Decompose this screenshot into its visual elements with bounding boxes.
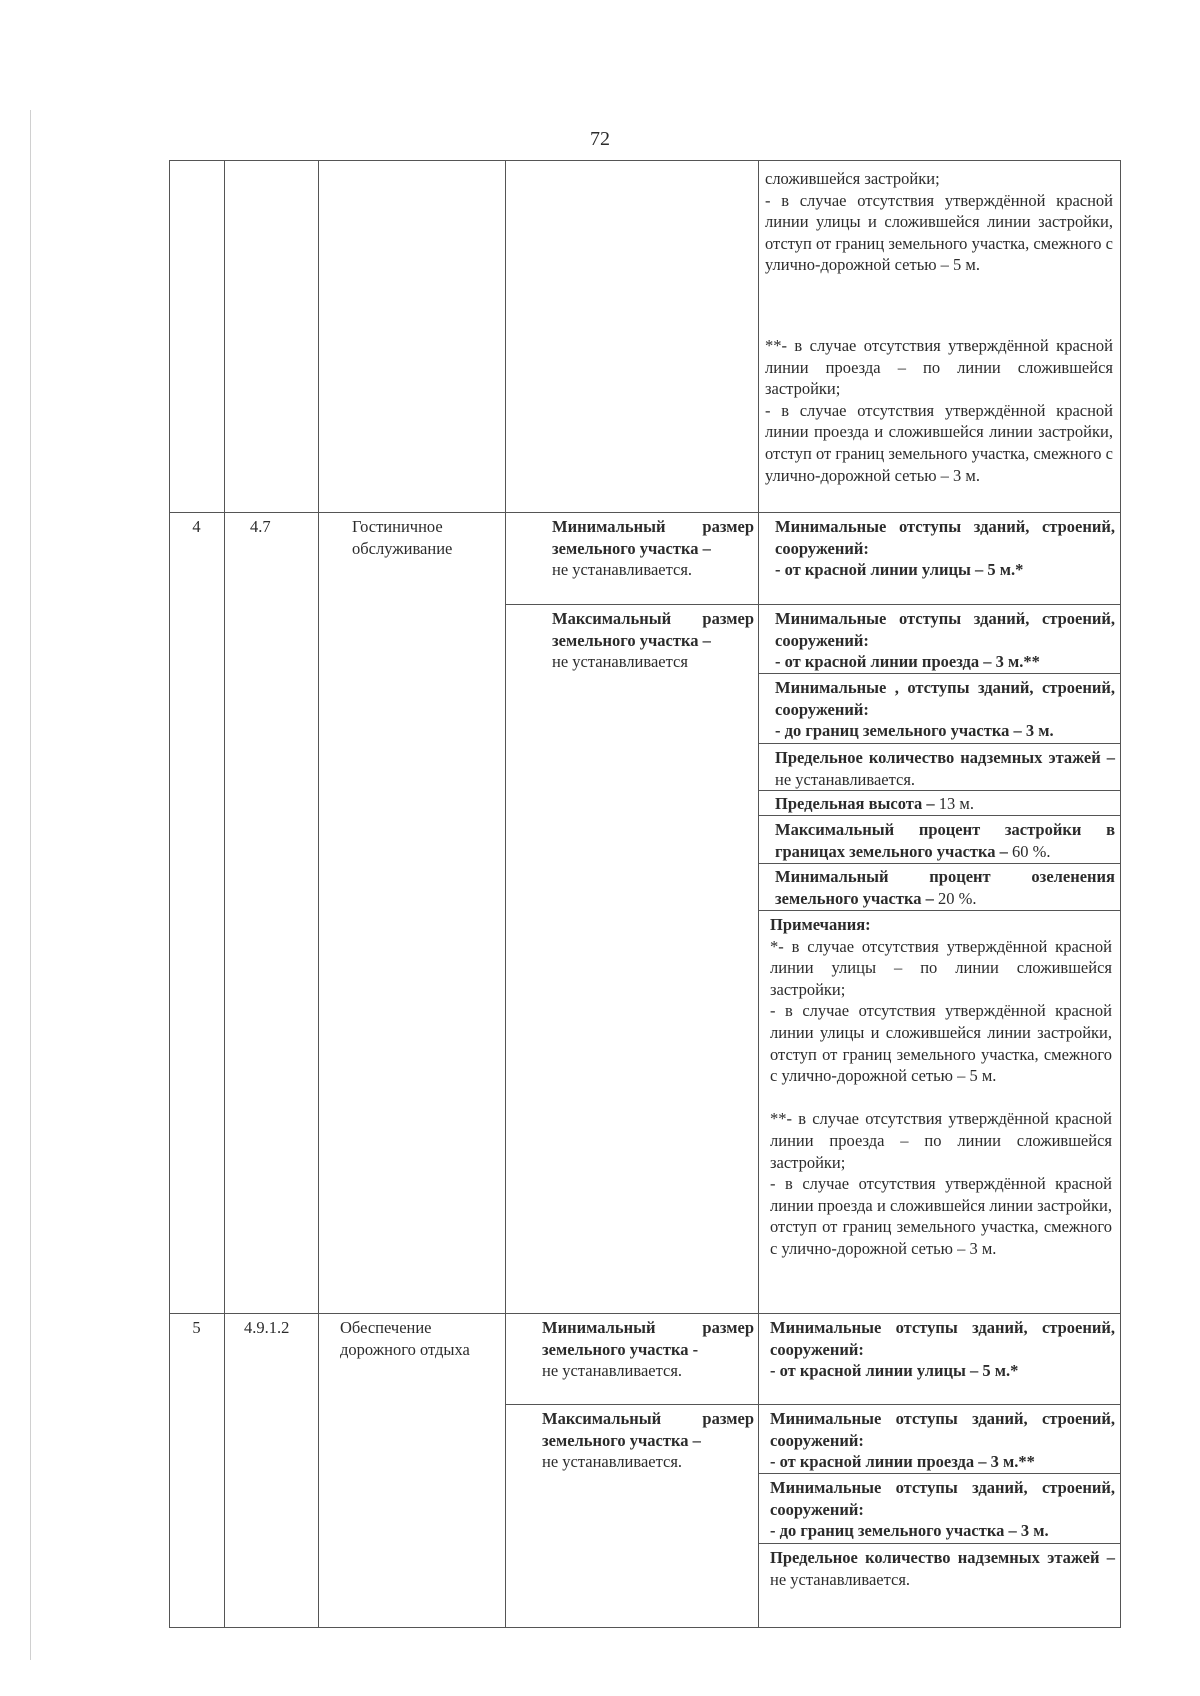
param-title: Предельная высота – — [775, 794, 935, 813]
param-title: Минимальный процент озеленения земельного участка – — [775, 867, 1115, 908]
row5-param — [770, 1477, 1115, 1542]
max-size-title: Максимальный размер земельного участка – — [542, 1409, 754, 1450]
param-value: - до границ земельного участка – 3 м. — [770, 1521, 1049, 1541]
param-value: 60 %. — [1007, 841, 1051, 861]
param-title: Предельное количество надземных этажей – — [770, 1548, 1115, 1567]
row5-param — [770, 1547, 1115, 1590]
param-title: Минимальные отступы зданий, строений, сооружений: — [775, 517, 1115, 558]
row5-name: Обеспечение дорожного отдыха — [340, 1318, 470, 1359]
min-size-title: Минимальный размер земельного участка – — [552, 517, 754, 558]
param-title: Минимальные отступы зданий, строений, сооружений: — [770, 1409, 1115, 1450]
row5-param — [770, 1408, 1115, 1473]
param-title: Минимальные отступы зданий, строений, сооружений: — [775, 609, 1115, 650]
row4-notes — [770, 914, 1112, 1260]
row4-param — [775, 677, 1115, 742]
param-value: 20 %. — [933, 888, 977, 908]
row4-number: 4 — [192, 517, 201, 536]
continuation-line: - в случае отсутствия утверждённой красной линии проезда и сложившейся линии застройки, отступ от границ земельного участка, смежного с улично-дорожной сетью – 3 м. — [765, 400, 1113, 485]
param-value: - до границ земельного участка – 3 м. — [775, 721, 1054, 741]
min-size-value: не устанавливается. — [552, 560, 693, 580]
param-title: Минимальные отступы зданий, строений, сооружений: — [770, 1478, 1115, 1519]
row5-min-size — [542, 1317, 754, 1382]
row5-max-size — [542, 1408, 754, 1473]
row4-param — [775, 793, 1115, 815]
max-size-value: не устанавливается. — [542, 1452, 683, 1472]
param-value: не устанавливается. — [775, 769, 916, 789]
note-spacer — [770, 1087, 1112, 1109]
max-size-title: Максимальный размер земельного участка – — [552, 609, 754, 650]
param-title: Минимальные , отступы зданий, строений, сооружений: — [775, 678, 1115, 719]
notes-title: Примечания: — [770, 915, 871, 934]
param-value: 13 м. — [934, 794, 974, 813]
page-number: 72 — [590, 128, 610, 150]
row4-param — [775, 819, 1115, 862]
param-title: Максимальный процент застройки в границах земельного участка – — [775, 820, 1115, 861]
page-margin-line — [30, 110, 31, 1660]
param-value: - от красной линии проезда – 3 м.** — [775, 652, 1040, 672]
continuation-notes-b — [765, 335, 1113, 486]
param-value: - от красной линии улицы – 5 м.* — [775, 560, 1024, 580]
row4-min-size — [552, 516, 754, 581]
param-title: Минимальные отступы зданий, строений, сооружений: — [770, 1318, 1115, 1359]
row4-param — [775, 747, 1115, 790]
row5-number: 5 — [192, 1318, 201, 1337]
row5-code: 4.9.1.2 — [244, 1318, 290, 1337]
param-value: - от красной линии улицы – 5 м.* — [770, 1361, 1019, 1381]
param-value: не устанавливается. — [770, 1569, 911, 1589]
note-line: *- в случае отсутствия утверждённой красной линии улицы – по линии сложившейся застройки; — [770, 936, 1112, 999]
row4-param — [775, 866, 1115, 909]
continuation-line: - в случае отсутствия утверждённой красной линии улицы и сложившейся линии застройки, отступ от границ земельного участка, смежного с улично-дорожной сетью – 5 м. — [765, 190, 1113, 275]
param-title: Предельное количество надземных этажей – — [775, 748, 1115, 767]
row4-max-size — [552, 608, 754, 673]
min-size-title: Минимальный размер земельного участка - — [542, 1318, 754, 1359]
row4-code: 4.7 — [250, 517, 271, 536]
note-line: - в случае отсутствия утверждённой красной линии улицы и сложившейся линии застройки, отступ от границ земельного участка, смежного с улично-дорожной сетью – 5 м. — [770, 1001, 1112, 1086]
continuation-line: сложившейся застройки; — [765, 169, 940, 188]
max-size-value: не устанавливается — [552, 652, 688, 672]
row4-param — [775, 516, 1115, 581]
min-size-value: не устанавливается. — [542, 1361, 683, 1381]
param-value: - от красной линии проезда – 3 м.** — [770, 1452, 1035, 1472]
note-line: **- в случае отсутствия утверждённой красной линии проезда – по линии сложившейся застройки; — [770, 1109, 1112, 1172]
continuation-notes-a — [765, 168, 1113, 276]
row5-param — [770, 1317, 1115, 1382]
continuation-line: **- в случае отсутствия утверждённой красной линии проезда – по линии сложившейся застройки; — [765, 336, 1113, 399]
row4-param — [775, 608, 1115, 673]
row4-name: Гостиничное обслуживание — [352, 517, 453, 558]
note-line: - в случае отсутствия утверждённой красной линии проезда и сложившейся линии застройки, отступ от границ земельного участка, смежного с улично-дорожной сетью – 3 м. — [770, 1174, 1112, 1258]
